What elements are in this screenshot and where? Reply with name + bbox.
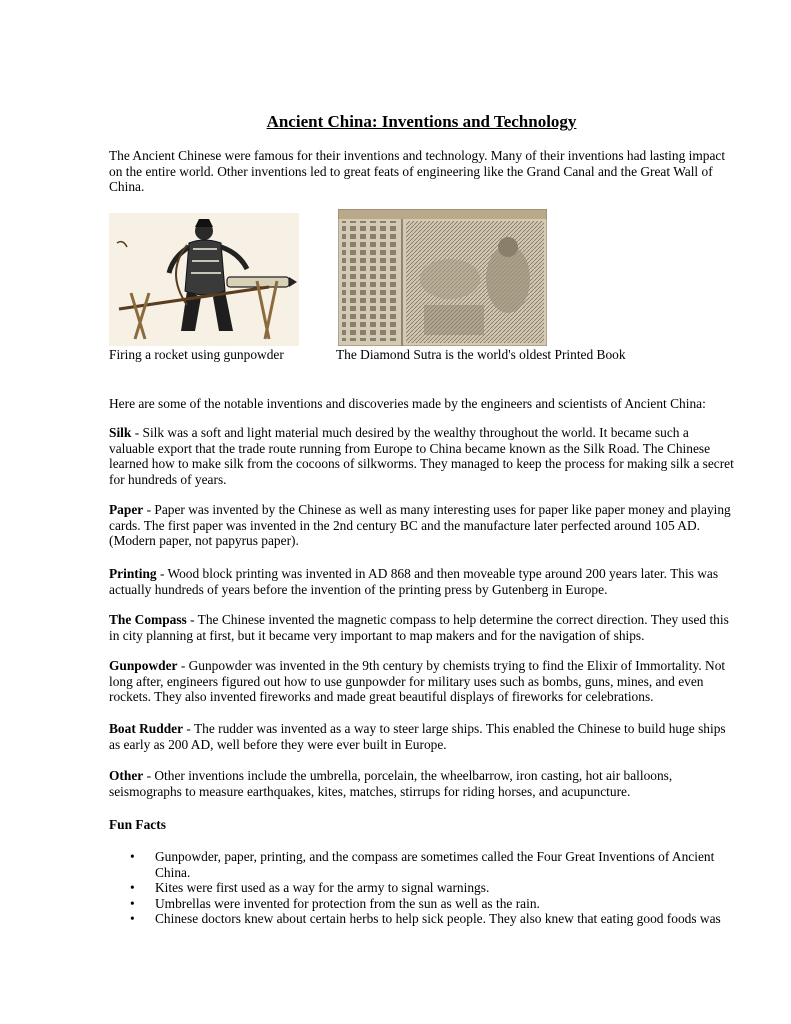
list-item: • Kites were first used as a way for the army to signal warnings. xyxy=(109,880,734,896)
diamond-sutra-scroll xyxy=(338,209,547,346)
invention-name: Paper xyxy=(109,502,144,517)
rocket-caption: Firing a rocket using gunpowder xyxy=(109,347,284,362)
invention-text: - Silk was a soft and light material much desired by the wealthy throughout the world. It became such a valuable export that the trade route running from Europe to China became known as the Silk Road. The Chinese learned how to make silk from the cocoons of silkworms. They managed to keep the process for making silk a secret for hundreds of years. xyxy=(109,425,734,487)
invention-text: - The rudder was invented as a way to steer large ships. This enabled the Chinese to build huge ships as early as 200 AD, well before they were ever built in Europe. xyxy=(109,721,726,752)
diamond-sutra-caption: The Diamond Sutra is the world's oldest Printed Book xyxy=(336,347,626,362)
invention-name: The Compass xyxy=(109,612,187,627)
rocket-soldier-image xyxy=(109,213,299,346)
diamond-sutra-image xyxy=(338,209,547,346)
invention-text: - Wood block printing was invented in AD 868 and then moveable type around 200 years later. This was actually hundreds of years before the invention of the printing press by Gutenberg in Europe. xyxy=(109,566,719,597)
invention-name: Boat Rudder xyxy=(109,721,184,736)
page-title: Ancient China: Inventions and Technology xyxy=(266,112,577,131)
invention-name: Other xyxy=(109,768,144,783)
invention-printing xyxy=(109,566,734,597)
invention-name: Printing xyxy=(109,566,157,581)
invention-text: - The Chinese invented the magnetic compass to help determine the correct direction. They used this in city planning at first, but it became very important to map makers and for the navigation of ships. xyxy=(109,612,729,643)
lead-paragraph: Here are some of the notable inventions and discoveries made by the engineers and scientists of Ancient China: xyxy=(109,396,706,411)
invention-compass xyxy=(109,612,734,643)
fun-facts-list xyxy=(109,849,734,927)
invention-gunpowder xyxy=(109,658,734,705)
invention-text: - Paper was invented by the Chinese as well as many interesting uses for paper like paper money and playing cards. The first paper was invented in the 2nd century BC and the manufacture later perfected around 105 AD. (Modern paper, not papyrus paper). xyxy=(109,502,731,549)
list-item: • Chinese doctors knew about certain herbs to help sick people. They also knew that eating good foods was xyxy=(109,911,734,927)
invention-name: Silk xyxy=(109,425,132,440)
intro-paragraph: The Ancient Chinese were famous for their inventions and technology. Many of their inventions had lasting impact on the entire world. Other inventions led to great feats of engineering like the Grand Canal and the Great Wall of China. xyxy=(109,148,726,195)
invention-name: Gunpowder xyxy=(109,658,178,673)
rocket-illustration xyxy=(109,213,299,346)
invention-text: - Other inventions include the umbrella, porcelain, the wheelbarrow, iron casting, hot air balloons, seismographs to measure earthquakes, kites, matches, stirrups for riding horses, and acupuncture. xyxy=(109,768,673,799)
invention-paper xyxy=(109,502,734,549)
list-item: • Gunpowder, paper, printing, and the compass are sometimes called the Four Great Inventions of Ancient China. xyxy=(109,849,734,880)
invention-boat-rudder xyxy=(109,721,734,752)
list-item: • Umbrellas were invented for protection from the sun as well as the rain. xyxy=(109,896,734,912)
fun-facts-heading: Fun Facts xyxy=(109,817,166,832)
invention-other xyxy=(109,768,734,799)
invention-text: - Gunpowder was invented in the 9th century by chemists trying to find the Elixir of Immortality. Not long after, engineers figured out how to use gunpowder for military uses such as bombs, guns, mines, and even rockets. They also invented fireworks and made great beautiful displays of fireworks for celebrations. xyxy=(109,658,726,705)
invention-silk xyxy=(109,425,734,487)
